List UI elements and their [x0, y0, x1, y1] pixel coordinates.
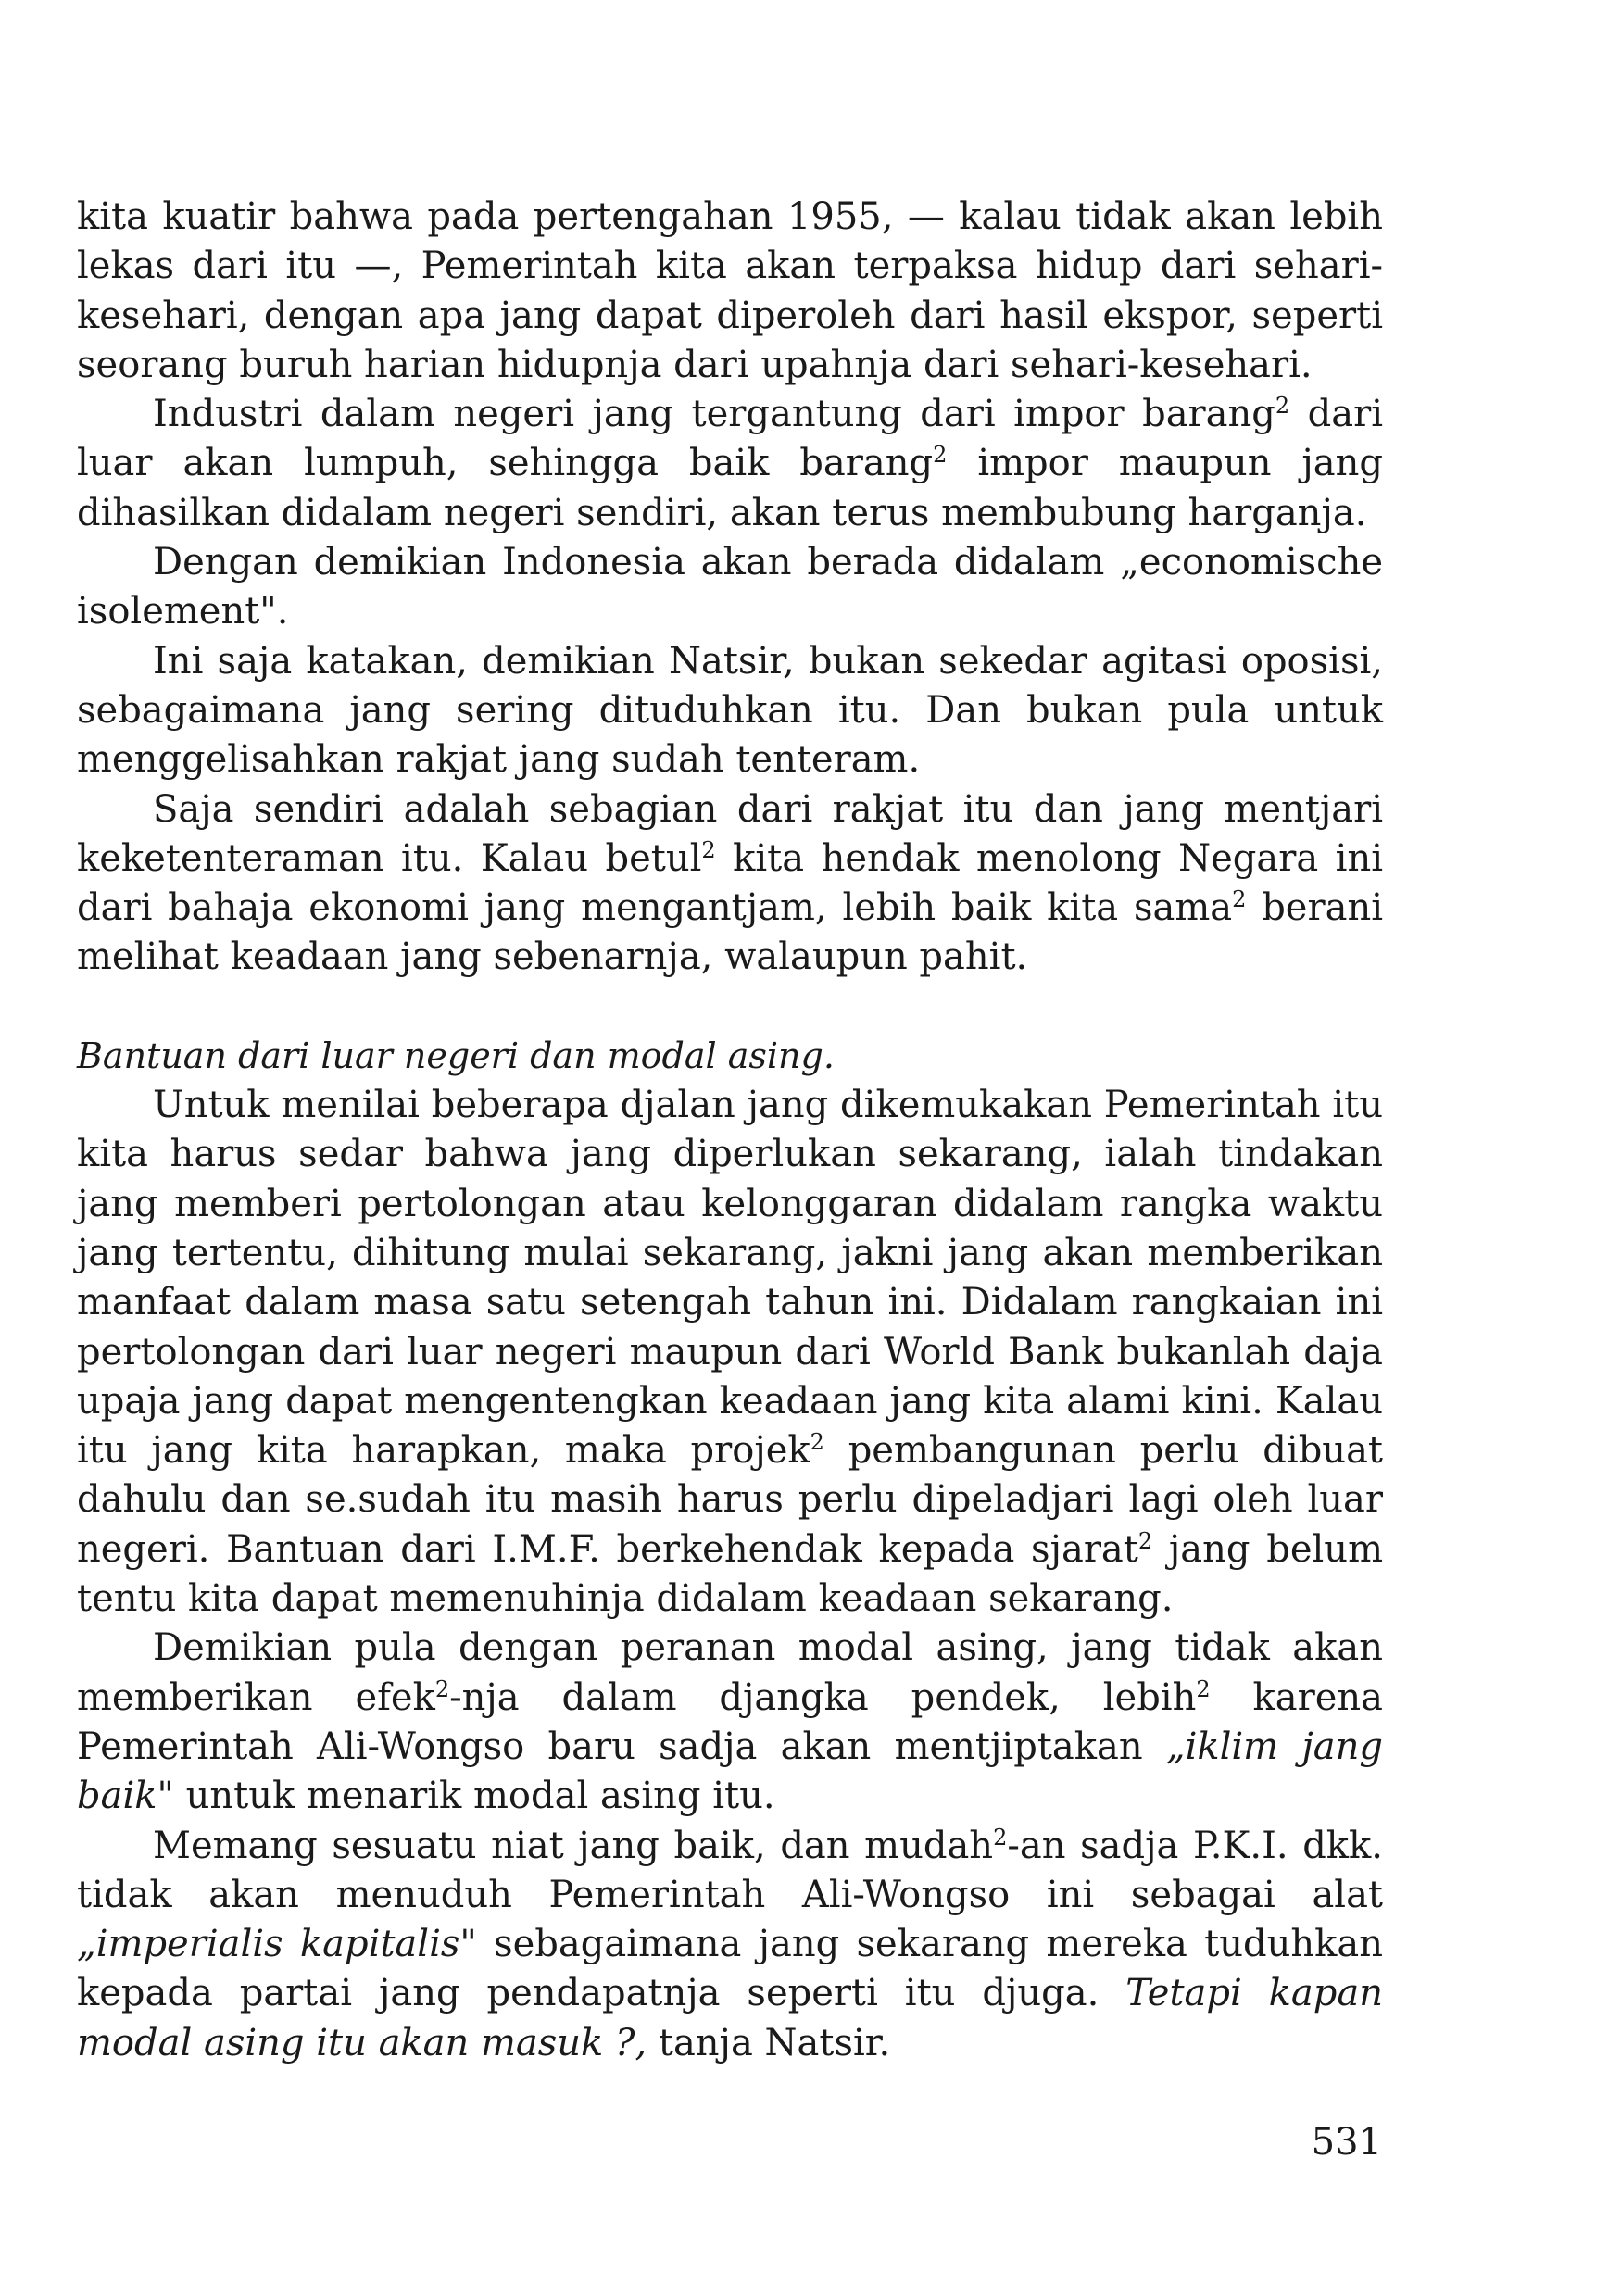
paragraph-6 [77, 1081, 1383, 1624]
paragraph-4: Ini saja katakan, demikian Natsir, bukan sekedar agitasi oposisi, sebagaimana jang sering dituduhkan itu. Dan bukan pula untuk menggelisahkan rakjat jang sudah tenteram. [77, 639, 1383, 782]
paragraph-8 [77, 1822, 1383, 2068]
section-heading: Bantuan dari luar negeri dan modal asing. [77, 1035, 835, 1076]
paragraph-2 [77, 390, 1383, 538]
superscript: 2 [434, 1675, 450, 1702]
superscript: 2 [933, 442, 948, 469]
superscript: 2 [810, 1429, 824, 1456]
superscript: 2 [1137, 1527, 1153, 1554]
text-run: karena Pemerintah Ali-Wongso baru sadja akan mentjiptakan [77, 1675, 1383, 1768]
text-run: kita hendak menolong Negara ini dari bahaja ekonomi jang mengantjam, lebih baik kita sama [77, 836, 1384, 930]
text-run: tanja Natsir. [647, 2021, 891, 2064]
page-body [77, 193, 1383, 2068]
paragraph-3: Dengan demikian Indonesia akan berada didalam „economische isolement". [77, 541, 1383, 634]
text-run: Untuk menilai beberapa djalan jang dikemukakan Pemerintah itu kita harus sedar bahwa jang diperlukan sekarang, ialah tindakan jang memberi pertolongan atau kelonggaran didalam rangka waktu jang tertentu, dihitung mulai sekarang, jakni jang akan memberikan manfaat dalam masa satu setengah tahun ini. Didalam rangkaian ini pertolongan dari luar negeri maupun dari World Bank bukanlah daja upaja jang dapat mengentengkan keadaan jang kita alami kini. Kalau itu jang kita harapkan, maka projek [77, 1084, 1383, 1473]
text-run: dari luar akan lumpuh, sehingga baik barang [77, 393, 1383, 485]
page-number: 531 [1311, 2121, 1382, 2164]
text-run: Industri dalam negeri jang tergantung dari impor barang [153, 393, 1275, 436]
superscript: 2 [701, 836, 716, 863]
italic-phrase: Tetapi kapan modal asing itu akan masuk ?, [77, 1972, 1383, 2064]
paragraph-5 [77, 785, 1383, 983]
text-run: berani melihat keadaan jang sebenarnja, walaupun pahit. [77, 886, 1384, 979]
superscript: 2 [1196, 1675, 1211, 1702]
text-run: pembangunan perlu dibuat dahulu dan se.sudah itu masih harus perlu dipeladjari lagi oleh luar negeri. Bantuan dari I.M.F. berkehendak kepada sjarat [77, 1429, 1383, 1571]
text-run: Memang sesuatu niat jang baik, dan mudah [153, 1824, 994, 1867]
text-run: Demikian pula dengan peranan modal asing, jang tidak akan memberikan efek [77, 1626, 1383, 1719]
text-run: Saja sendiri adalah sebagian dari rakjat itu dan jang mentjari keketenteraman itu. Kalau betul [77, 787, 1383, 880]
text-run: -an sadja P.K.I. dkk. tidak akan menuduh Pemerintah Ali-Wongso ini sebagai alat [77, 1824, 1384, 1916]
superscript: 2 [993, 1824, 1008, 1851]
text-run: impor maupun jang dihasilkan didalam negeri sendiri, akan terus membubung harganja. [77, 442, 1384, 534]
superscript: 2 [1232, 886, 1247, 913]
superscript: 2 [1275, 393, 1290, 420]
paragraph-1: kita kuatir bahwa pada pertengahan 1955, — kalau tidak akan lebih lekas dari itu —, Pemerintah kita akan terpaksa hidup dari sehari-kesehari, dengan apa jang dapat diperoleh dari hasil ekspor, seperti seorang buruh harian hidupnja dari upahnja dari sehari-kesehari. [77, 195, 1383, 386]
text-run: -nja dalam djangka pendek, lebih [449, 1675, 1197, 1719]
text-run: " untuk menarik modal asing itu. [157, 1775, 775, 1818]
text-run: " sebagaimana jang sekarang mereka tuduhkan kepada partai jang pendapatnja seperti itu djuga. [77, 1923, 1383, 2015]
paragraph-7 [77, 1624, 1383, 1821]
text-run: jang belum tentu kita dapat memenuhinja didalam keadaan sekarang. [77, 1527, 1383, 1621]
italic-phrase: „imperialis kapitalis [77, 1923, 460, 1966]
italic-phrase: „iklim jang baik [77, 1725, 1383, 1818]
